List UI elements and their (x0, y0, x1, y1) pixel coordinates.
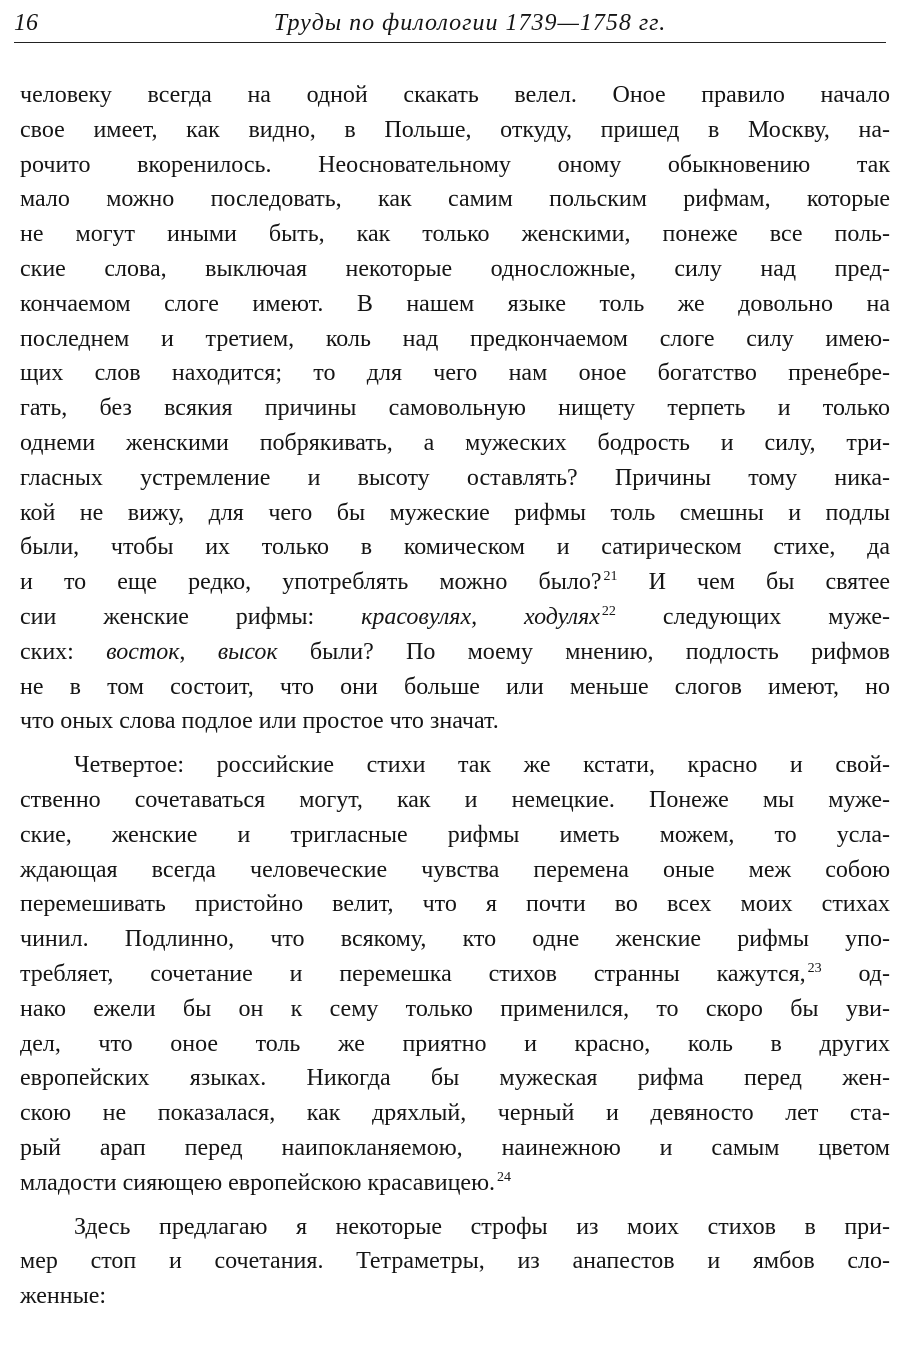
text-line (20, 1166, 890, 1201)
text-line: кой не вижу, для чего бы мужеские рифмы толь смешны и подлы (20, 499, 890, 526)
text-line: Здесь предлагаю я некоторые строфы из моих стихов в при- (74, 1213, 890, 1240)
text-line: Четвертое: российские стихи так же кстати, красно и свой- (74, 752, 890, 779)
line-text: од- (821, 960, 890, 987)
text-line: не могут иными быть, как только женскими, понеже все поль- (20, 221, 890, 248)
line-text: требляет, сочетание и перемешка стихов странны кажутся, (20, 960, 806, 987)
body-text (20, 78, 890, 1314)
line-text: следующих муже- (615, 603, 891, 630)
line-text: И чем бы святее (617, 569, 890, 596)
text-line: свое имеет, как видно, в Польше, откуду, пришед в Москву, на- (20, 116, 890, 143)
text-line: европейских языках. Никогда бы мужеская рифма перед жен- (20, 1065, 890, 1092)
text-line (20, 565, 890, 600)
text-line: перемешивать пристойно велит, что я почти во всех моих стихах (20, 891, 890, 918)
text-line: женные: (20, 1283, 107, 1310)
text-line: последнем и третием, коль над предкончаемом слоге силу имею- (20, 325, 890, 352)
text-line: мало можно последовать, как самим польским рифмам, которые (20, 186, 890, 213)
paragraph-1 (20, 78, 890, 739)
text-line: гласных устремление и высоту оставлять? Причины тому ника- (20, 464, 890, 491)
text-line: скою не показалася, как дряхлый, черный и девяносто лет ста- (20, 1100, 890, 1127)
footnote-ref-22: 22 (601, 603, 616, 619)
text-line: кончаемом слоге имеют. В нашем языке толь же довольно на (20, 290, 890, 317)
italic-term: красовулях, ходулях (361, 603, 600, 630)
paragraph-2 (20, 748, 890, 1200)
text-line: нако ежели бы он к сему только применился, то скоро бы уви- (20, 995, 890, 1022)
paragraph-3 (20, 1210, 890, 1314)
footnote-ref-24: 24 (497, 1169, 511, 1185)
text-line: были, чтобы их только в комическом и сатирическом стихе, да (20, 534, 890, 561)
text-line: однеми женскими побрякивать, а мужеских бодрость и силу, три- (20, 429, 890, 456)
text-line: не в том состоит, что они больше или меньше слогов имеют, но (20, 673, 890, 700)
text-line (20, 957, 890, 992)
text-line (20, 635, 890, 670)
text-line: ственно сочетаваться могут, как и немецкие. Понеже мы муже- (20, 786, 890, 813)
text-line: рый арап перед наипокланяемою, наинежною и самым цветом (20, 1134, 890, 1161)
text-line: гать, без всякия причины самовольную нищету терпеть и только (20, 395, 890, 422)
text-line: что оных слова подлое или простое что значат. (20, 708, 499, 735)
text-line: рочито вкоренилось. Неосновательному оному обыкновению так (20, 151, 890, 178)
text-line: ские, женские и тригласные рифмы иметь можем, то усла- (20, 821, 890, 848)
footnote-ref-21: 21 (603, 569, 618, 585)
line-text: были? По моему мнению, подлость рифмов (277, 638, 891, 665)
text-line (20, 600, 890, 635)
line-text: сии женские рифмы: (20, 603, 362, 630)
running-title: Труды по филологии 1739—1758 гг. (273, 10, 667, 36)
line-text: младости сияющею европейскою красавицею. (20, 1169, 495, 1196)
text-line: ские слова, выключая некоторые односложные, силу над пред- (20, 255, 890, 282)
line-text: , (179, 638, 218, 665)
footnote-ref-23: 23 (807, 960, 822, 976)
text-line: человеку всегда на одной скакать велел. Оное правило начало (20, 82, 890, 108)
paragraph-gap (20, 1201, 890, 1210)
paragraph-gap (20, 739, 890, 748)
page-number: 16 (14, 10, 38, 36)
italic-term: высок (217, 638, 278, 665)
text-line: мер стоп и сочетания. Тетраметры, из анапестов и ямбов сло- (20, 1248, 890, 1275)
text-line: чинил. Подлинно, что всякому, кто одне женские рифмы упо- (20, 926, 890, 953)
text-line: дел, что оное толь же приятно и красно, коль в других (20, 1030, 890, 1057)
text-line: щих слов находится; то для чего нам оное богатство пренебре- (20, 360, 890, 387)
page-header (14, 6, 886, 40)
line-text: и то еще редко, употреблять можно было? (20, 569, 602, 596)
italic-term: восток (106, 638, 180, 665)
line-text: ских: (20, 638, 107, 665)
text-line: ждающая всегда человеческие чувства перемена оные меж собою (20, 856, 890, 883)
header-rule (14, 42, 886, 43)
